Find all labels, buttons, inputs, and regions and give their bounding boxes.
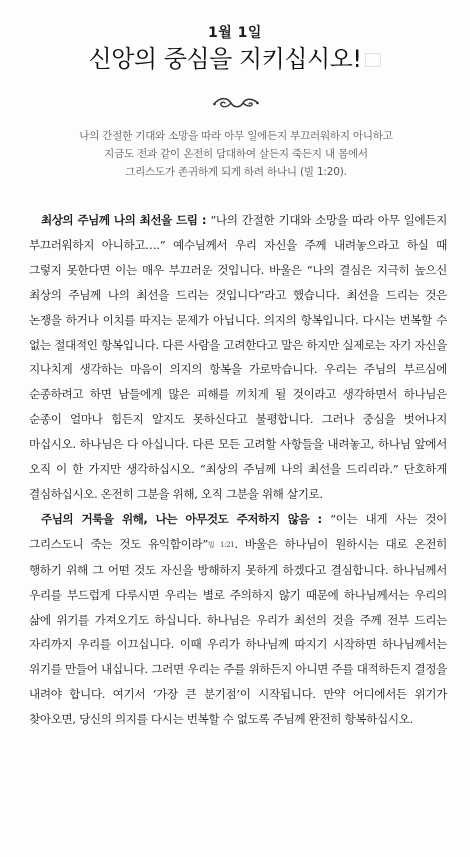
- scripture-line: 나의 간절한 기대와 소망을 따라 아무 일에든지 부끄러워하지 아니하고: [79, 130, 393, 142]
- flourish-ornament-icon: [212, 94, 260, 112]
- paragraph-2: [29, 507, 447, 732]
- paragraph-text: “나의 간절한 기대와 소망을 따라 아무 일에든지 부끄러워하지 아니하고….” 예수님께서 우리 자신을 주께 내려놓으라고 하실 때 그렇지 못한다면 이는 매우 부끄러운 것입니다. 바울은 “나의 결심은 지극히 높으신 최상의 주님께 나의 최선을 드리는 것입니다”라고 했습니다. 최선을 드리는 것은 논쟁을 하거나 이치를 따지는 문제가 아닙니다. 의지의 항복입니다. 다시는 번복할 수 없는 절대적인 항복입니다. 다른 사람을 고려한다고 말은 하지만 실제로는 자기 자신을 지나치게 생각하는 마음이 의지의 항복을 가로막습니다. 우리는 주님의 부르심에 순종하려고 하면 남들에게 많은 피해를 끼치게 될 것이라고 생각하면서 하나님은 순종이 얼마나 힘든지 알지도 못하신다고 불평합니다. 그러나 중심을 벗어나지 마십시오. 하나님은 다 아십니다. 다른 모든 고려할 사항들을 내려놓고, 하나님 앞에서 오직 이 한 가지만 생각하십시오. “최상의 주님께 나의 최선을 드리리라.” 단호하게 결심하십시오. 온전히 그분을 위해, 오직 그분을 위해 살기로.: [29, 213, 447, 501]
- verse-reference: 빌 1:21: [207, 540, 235, 549]
- paragraph-lead: 최상의 주님께 나의 최선을 드림 :: [41, 213, 211, 227]
- scripture-verse: [40, 127, 432, 181]
- date-heading: 1월 1일: [208, 25, 262, 41]
- scripture-line: 그리스도가 존귀하게 되게 하려 하나니 (빌 1:20).: [125, 166, 347, 178]
- paragraph-lead: 주님의 거룩을 위해, 나는 아무것도 주저하지 않음 :: [41, 511, 331, 526]
- devotional-body: [29, 208, 447, 732]
- faded-mark-icon: [365, 53, 381, 67]
- page-title: [0, 42, 470, 76]
- paragraph-text: . 바울은 하나님이 원하시는 대로 온전히 행하기 위해 그 어떤 것도 자신을 방해하지 못하게 하겠다고 결심합니다. 하나님께서 우리를 부드럽게 다루시면 우리는 별로 주의하지 않기 때문에 하나님께서는 우리의 삶에 위기를 가져오기도 하십니다. 하나님은 우리가 최선의 것을 주께 전부 드리는 자리까지 우리를 이끄십니다. 이때 우리가 하나님께 따지기 시작하면 하나님께서는 위기를 만들어 내십니다. 그러면 우리는 주를 위하든지 아니면 주를 대적하든지 결정을 내려야 합니다. 여기서 ‘가장 큰 분기점’이 시작됩니다. 만약 어디에서든 위기가 찾아오면, 당신의 의지를 다시는 번복할 수 없도록 주님께 완전히 항복하십시오.: [29, 536, 448, 727]
- scripture-line: 지금도 전과 같이 온전히 담대하여 살든지 죽든지 내 몸에서: [104, 148, 368, 160]
- paragraph-quote: “이는 내게 사는 것이 그리스도니 죽는 것도 유익함이라”: [29, 511, 447, 551]
- title-text: 신앙의 중심을 지키십시오!: [88, 45, 362, 73]
- paragraph-1: [29, 208, 447, 507]
